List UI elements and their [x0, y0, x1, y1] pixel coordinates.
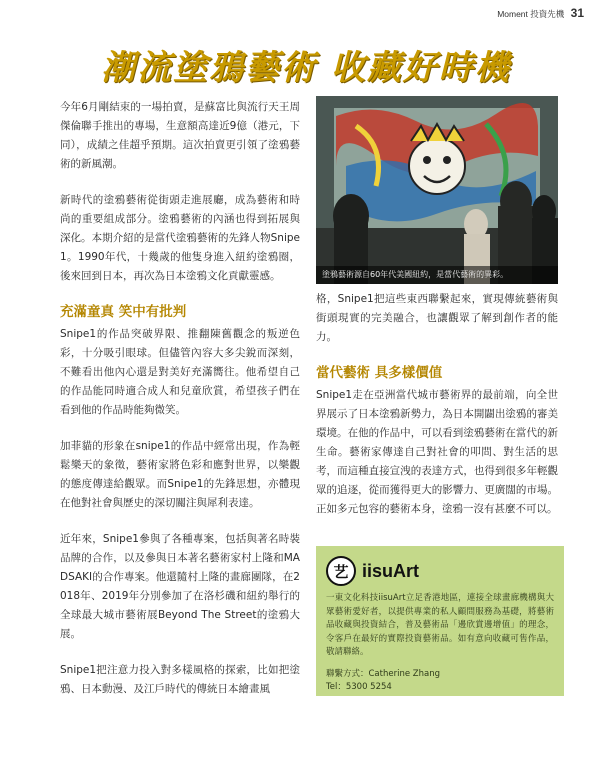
page-header	[497, 6, 584, 20]
contact-tel: Tel：5300 5254	[326, 682, 392, 692]
ad-contact	[326, 668, 554, 695]
section-heading: 充滿童真 笑中有批判	[60, 304, 187, 320]
paragraph: 近年來，Snipe1參與了各種專案，包括與著名時裝品牌的合作，以及參與日本著名藝術家村上隆和MADSAKI的合作專案。他還隨村上隆的畫廊團隊，在2018年、2019年分別參加了在洛杉磯和紐約舉行的全球最大城市藝術展Beyond The Street的塗鴉大展。	[60, 533, 300, 640]
paragraph: 新時代的塗鴉藝術從街頭走進展廳，成為藝術和時尚的重要組成部分。塗鴉藝術的內涵也得到拓展與深化。本期介紹的是當代塗鴉藝術的先鋒人物Snipe1。1990年代，十幾歲的他隻身進入紐約塗鴉圈，後來回到日本，再次為日本塗鴉文化貢獻靈感。	[60, 194, 300, 282]
page-number: 31	[570, 6, 584, 20]
right-column	[316, 290, 558, 536]
gallery-photo	[316, 96, 558, 284]
graffiti-scene-illustration	[316, 96, 558, 284]
contact-name: 聯繫方式：Catherine Zhang	[326, 668, 440, 679]
article-title: 潮流塗鴉藝術 收藏好時機	[101, 48, 511, 88]
section-name: Moment 投資先機	[497, 9, 565, 19]
paragraph: 格，Snipe1把這些東西聯繫起來，實現傳統藝術與街頭現實的完美融合，也讓觀眾了解到創作者的能力。	[316, 293, 558, 343]
photo-caption: 塗鴉藝術源自60年代美國紐約，是當代藝術的異彩。	[316, 266, 558, 284]
paragraph: Snipe1走在亞洲當代城市藝術界的最前端，向全世界展示了日本塗鴉新勢力，為日本開闢出塗鴉的審美環境。在他的作品中，可以看到塗鴉藝術在當代的新生命。藝術家傳達自己對社會的叩問、對生活的思考，而這種直接宣洩的表達方式，也得到很多年輕觀眾的追逐，從而獲得更大的影響力、更廣闊的市場。正如多元包容的藝術本身，塗鴉一沒有甚麼不可以。	[316, 389, 558, 515]
advertisement-box	[316, 546, 564, 696]
left-column	[60, 98, 300, 716]
ad-description: 一東文化科技iisuArt立足香港地區，連接全球畫廊機構與大眾藝術愛好者，以提供專業的私人顧問服務為基礎，將藝術品收藏與投資結合，普及藝術品「邊欣賞邊增值」的理念，令客戶在最好的實際投資藝術品。如有意向收藏可售作品，敬請聯絡。	[326, 593, 554, 657]
paragraph: 今年6月剛結束的一場拍賣，是蘇富比與流行天王周傑倫聯手推出的專場，生意額高達近9億（港元，下同），成績之佳超乎預期。這次拍賣更引領了塗鴉藝術的新風潮。	[60, 101, 300, 170]
logo-mark-icon: 艺	[326, 556, 356, 586]
logo-text: iisuArt	[362, 560, 420, 581]
paragraph: 加菲貓的形象在snipe1的作品中經常出現，作為輕鬆樂天的象徵，藝術家將色彩和應對世界，以樂觀的態度傳達給觀眾。而Snipe1的先鋒思想，亦體現在他對社會與歷史的深切關注與犀利表達。	[60, 440, 300, 509]
brand-logo	[326, 554, 554, 588]
section-heading: 當代藝術 具多樣價值	[316, 365, 443, 381]
paragraph: Snipe1把注意力投入對多樣風格的探索，比如把塗鴉、日本動漫、及江戶時代的傳統日本繪畫風	[60, 664, 300, 695]
paragraph: Snipe1的作品突破界限、推翻陳舊觀念的叛逆色彩，十分吸引眼球。但儘管內容大多尖銳而深刻，不難看出他內心還是對美好充滿嚮往。他希望自己的作品能同時適合成人和兒童欣賞，希望孩子們在看到他的作品時能夠微笑。	[60, 328, 300, 416]
